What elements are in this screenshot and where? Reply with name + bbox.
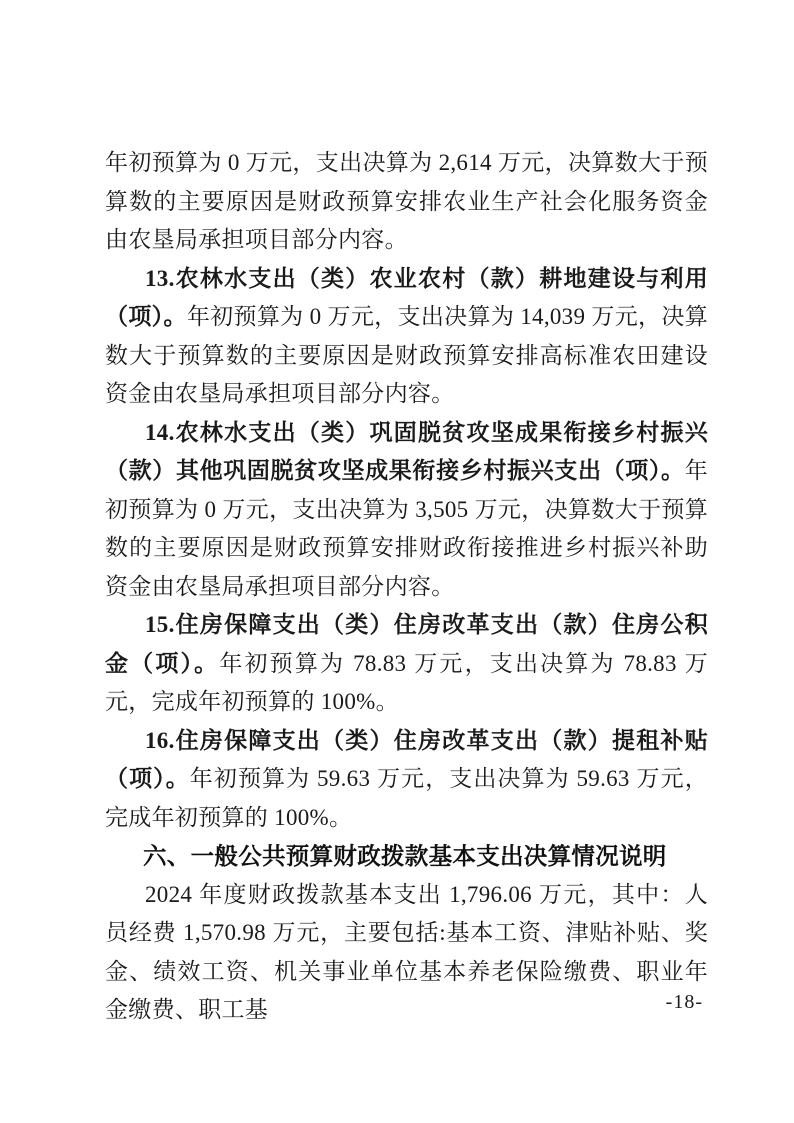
- budget-item-14-title: 14.农林水支出（类）巩固脱贫攻坚成果衔接乡村振兴（款）其他巩固脱贫攻坚成果衔接乡村振兴支出（项）。: [105, 419, 708, 483]
- budget-item-14-body: 年初预算为 0 万元，支出决算为 3,505 万元，决算数大于预算数的主要原因是财政预算安排财政衔接推进乡村振兴补助资金由农垦局承担项目部分内容。: [105, 458, 708, 599]
- budget-item-13-title: 13.农林水支出（类）农业农村（款）耕地建设与利用（项）。: [105, 265, 708, 329]
- budget-item-15-body: 年初预算为 78.83 万元，支出决算为 78.83 万元，完成年初预算的 100%。: [105, 650, 708, 714]
- paragraph-continuation: 年初预算为 0 万元，支出决算为 2,614 万元，决算数大于预算数的主要原因是财政预算安排农业生产社会化服务资金由农垦局承担项目部分内容。: [105, 150, 708, 252]
- page-number: -18-: [665, 991, 703, 1013]
- budget-item-16-title: 16.住房保障支出（类）住房改革支出（款）提租补贴（项）。: [105, 727, 708, 791]
- budget-item-16: [105, 722, 708, 838]
- budget-item-14: [105, 414, 708, 607]
- budget-item-13: [105, 260, 708, 414]
- paragraph-basic-expenditure: 2024 年度财政拨款基本支出 1,796.06 万元，其中：人员经费 1,570.98 万元，主要包括:基本工资、津贴补贴、奖金、绩效工资、机关事业单位基本养老保险缴费、职业年金缴费、职工基: [105, 881, 708, 1022]
- document-body: [105, 144, 708, 1030]
- budget-item-15-title: 15.住房保障支出（类）住房改革支出（款）住房公积金（项）。: [105, 612, 708, 676]
- section-heading-basic-expenditure: 六、一般公共预算财政拨款基本支出决算情况说明: [143, 843, 667, 869]
- budget-item-16-body: 年初预算为 59.63 万元，支出决算为 59.63 万元，完成年初预算的 100%。: [105, 766, 708, 830]
- budget-item-15: [105, 606, 708, 722]
- budget-item-13-body: 年初预算为 0 万元，支出决算为 14,039 万元，决算数大于预算数的主要原因是财政预算安排高标准农田建设资金由农垦局承担项目部分内容。: [105, 304, 709, 406]
